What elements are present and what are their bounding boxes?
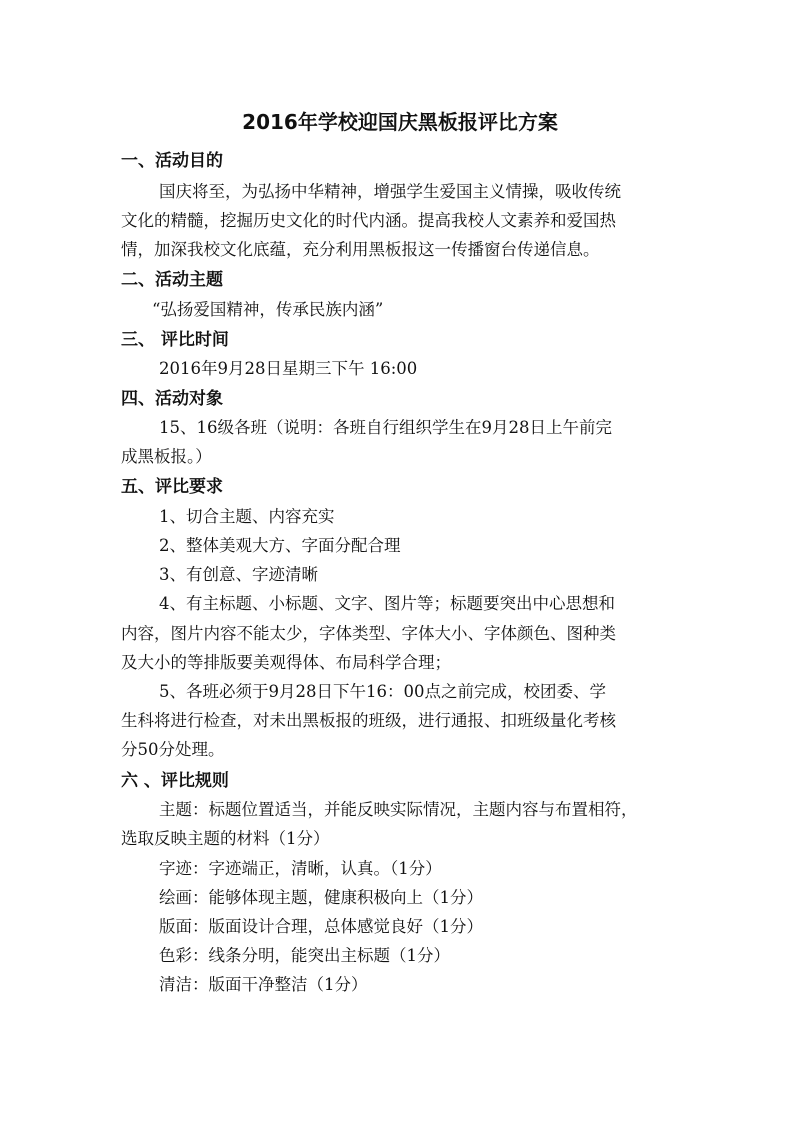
section-heading-time: 三、 评比时间 [121, 330, 229, 350]
document-title: 2016年学校迎国庆黑板报评比方案 [242, 110, 558, 134]
requirement-item: 3、有创意、字迹清晰 [159, 565, 318, 584]
section-heading-theme: 二、活动主题 [121, 270, 223, 290]
paragraph-line: 选取反映主题的材料（1分） [121, 829, 330, 848]
section-heading-purpose: 一、活动目的 [121, 151, 223, 171]
paragraph-line: 文化的精髓，挖掘历史文化的时代内涵。提高我校人文素养和爱国热 [121, 211, 616, 230]
rule-item: 字迹：字迹端正，清晰，认真。（1分） [159, 859, 442, 878]
paragraph-line: 及大小的等排版要美观得体、布局科学合理； [121, 653, 451, 672]
rule-item: 主题：标题位置适当，并能反映实际情况，主题内容与布置相符， [159, 800, 638, 819]
rule-item: 清洁：版面干净整洁（1分） [159, 975, 368, 994]
paragraph-line: 国庆将至，为弘扬中华精神，增强学生爱国主义情操，吸收传统 [159, 182, 621, 201]
theme-slogan: “弘扬爱国精神，传承民族内涵” [152, 300, 384, 319]
section-heading-rules: 六 、评比规则 [121, 771, 229, 791]
rule-item: 色彩：线条分明，能突出主标题（1分） [159, 946, 450, 965]
rule-item: 版面：版面设计合理，总体感觉良好（1分） [159, 917, 483, 936]
requirement-item: 4、有主标题、小标题、文字、图片等；标题要突出中心思想和 [159, 594, 615, 613]
requirement-item: 2、整体美观大方、字面分配合理 [159, 536, 401, 555]
requirement-item: 1、切合主题、内容充实 [159, 507, 335, 526]
evaluation-time: 2016年9月28日星期三下午 16:00 [159, 359, 418, 378]
requirement-item: 5、各班必须于9月28日下午16：00点之前完成，校团委、学 [159, 682, 606, 701]
section-heading-requirements: 五、评比要求 [121, 477, 223, 497]
paragraph-line: 成黑板报。） [121, 447, 212, 466]
rule-item: 绘画：能够体现主题，健康积极向上（1分） [159, 888, 483, 907]
paragraph-line: 15、16级各班（说明：各班自行组织学生在9月28日上午前完 [159, 418, 612, 437]
section-heading-participants: 四、活动对象 [121, 389, 223, 409]
paragraph-line: 分50分处理。 [121, 740, 225, 759]
paragraph-line: 生科将进行检查，对未出黑板报的班级，进行通报、扣班级量化考核 [121, 711, 616, 730]
paragraph-line: 内容，图片内容不能太少，字体类型、字体大小、字体颜色、图种类 [121, 624, 616, 643]
paragraph-line: 情，加深我校文化底蕴，充分利用黑板报这一传播窗台传递信息。 [121, 240, 600, 259]
